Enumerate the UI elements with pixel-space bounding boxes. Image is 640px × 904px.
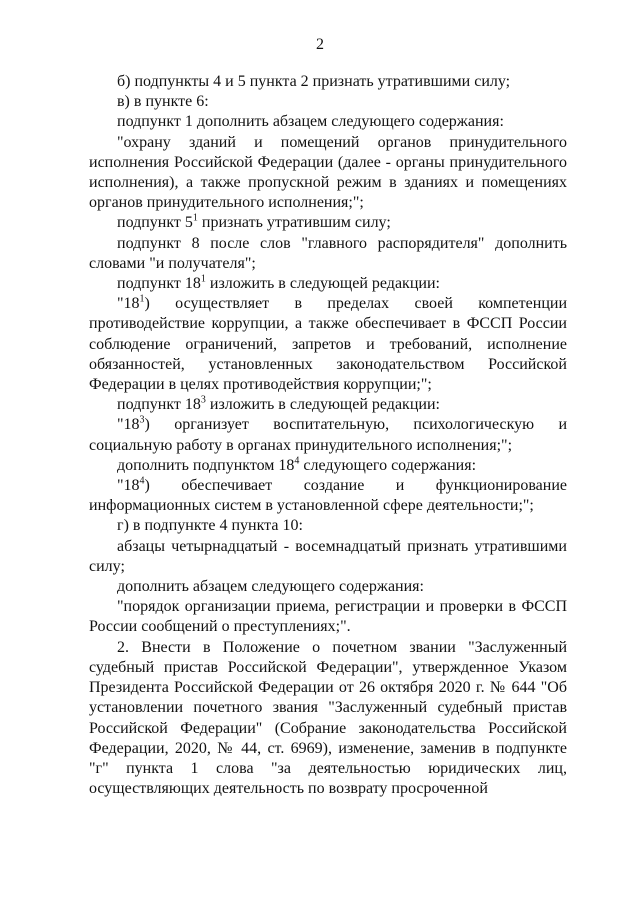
paragraph-subpoint-18-3: подпункт $18^3$ изложить в следующей редакции:	[117, 394, 440, 414]
paragraph-quote-18-4: "$18^4$) обеспечивает создание и функционирование информационных систем в установленной сфере деятельности;";	[89, 475, 567, 515]
paragraph-v: в) в пункте 6:	[117, 93, 209, 111]
paragraph-subpoint-5-1: подпункт $5^1$ признать утратившим силу;	[117, 213, 391, 232]
paragraph-subpoint-1: подпункт 1 дополнить абзацем следующего содержания:	[117, 113, 504, 131]
paragraph-subpoint-18-1: подпункт $18^1$ изложить в следующей редакции:	[117, 273, 440, 293]
paragraph-quote-18-1: "$18^1$) осуществляет в пределах своей компетенции противодействие коррупции, а также обеспечивает в ФССП России соблюдение ограничений, запретов и требований, исполнение обязанностей, установленных законодательством Российской Федерации в целях противодействия коррупции;";	[89, 293, 567, 394]
paragraph-g: г) в подпункте 4 пункта 10:	[117, 517, 303, 535]
document-body	[89, 72, 567, 799]
page-number: 2	[316, 36, 324, 53]
paragraph-quote-protection: "охрану зданий и помещений органов принудительного исполнения Российской Федерации (далее - органы принудительного исполнения), а также пропускной режим в зданиях и помещениях органов принудительного исполнения;";	[89, 133, 567, 212]
paragraph-item-2: 2. Внести в Положение о почетном звании "Заслуженный судебный пристав Российской Федерации", утвержденное Указом Президента Российской Федерации от 26 октября 2020 г. № 644 "Об установлении почетного звания "Заслуженный судебный пристав Российской Федерации" (Собрание законодательства Российской Федерации, 2020, № 44, ст. 6969), изменение, заменив в подпункте "г" пункта 1 слова "за деятельностью юридических лиц, осуществляющих деятельность по возврату просроченной	[89, 638, 567, 798]
paragraph-add-18-4: дополнить подпунктом $18^4$ следующего содержания:	[117, 455, 477, 474]
paragraph-subpoint-8: подпункт 8 после слов "главного распорядителя" дополнить словами "и получателя";	[89, 234, 567, 272]
paragraph-quote-order: "порядок организации приема, регистрации и проверки в ФССП России сообщений о преступлениях;".	[89, 598, 567, 636]
paragraph-add-abzats: дополнить абзацем следующего содержания:	[117, 578, 424, 596]
paragraph-abzatsy: абзацы четырнадцатый - восемнадцатый признать утратившими силу;	[89, 537, 567, 575]
paragraph-quote-18-3: "$18^3$) организует воспитательную, психологическую и социальную работу в органах принудительного исполнения;";	[89, 415, 567, 454]
paragraph-b: б) подпункты 4 и 5 пункта 2 признать утратившими силу;	[117, 73, 511, 90]
